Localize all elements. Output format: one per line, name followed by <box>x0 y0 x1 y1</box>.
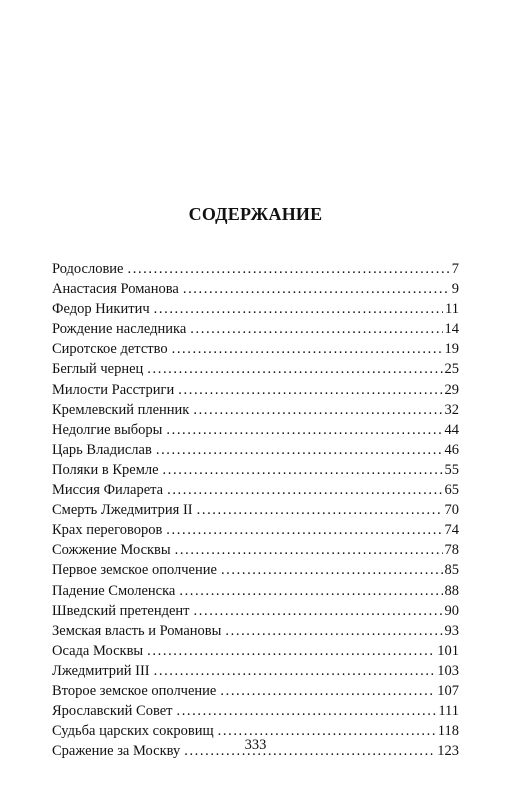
dot-leader <box>194 601 443 621</box>
toc-entry-title: Царь Владислав <box>52 441 152 458</box>
toc-entry-page: 90 <box>444 602 459 619</box>
toc-entry-title: Недолгие выборы <box>52 421 163 438</box>
toc-entry <box>52 420 459 440</box>
table-of-contents <box>52 259 459 761</box>
toc-entry-title: Кремлевский пленник <box>52 401 190 418</box>
dot-leader <box>167 480 442 500</box>
toc-entry-title: Федор Никитич <box>52 301 150 318</box>
toc-entry-page: 70 <box>444 502 459 519</box>
dot-leader <box>179 581 442 601</box>
dot-leader <box>128 259 450 279</box>
toc-entry-page: 44 <box>444 421 459 438</box>
toc-entry <box>52 359 459 379</box>
dot-leader <box>225 621 442 641</box>
toc-entry <box>52 500 459 520</box>
toc-entry-page: 88 <box>444 582 459 599</box>
toc-entry-page: 46 <box>444 441 459 458</box>
toc-entry <box>52 540 459 560</box>
toc-entry-title: Земская власть и Романовы <box>52 622 222 639</box>
toc-entry-page: 14 <box>444 321 459 338</box>
dot-leader <box>220 681 435 701</box>
toc-entry-page: 78 <box>444 542 459 559</box>
toc-entry-page: 11 <box>445 301 459 318</box>
toc-entry-title: Поляки в Кремле <box>52 461 159 478</box>
toc-entry-page: 9 <box>451 281 459 298</box>
dot-leader <box>172 339 443 359</box>
dot-leader <box>166 420 442 440</box>
toc-entry-page: 7 <box>451 261 459 277</box>
dot-leader <box>156 440 443 460</box>
toc-entry-page: 32 <box>444 401 459 418</box>
toc-entry-title: Судьба царских сокровищ <box>52 723 214 740</box>
toc-entry-page: 101 <box>437 642 459 659</box>
toc-entry-title: Анастасия Романова <box>52 281 179 298</box>
toc-entry-title: Миссия Филарета <box>52 482 164 499</box>
dot-leader <box>176 701 436 721</box>
toc-entry-title: Смерть Лжедмитрия II <box>52 502 193 519</box>
toc-entry-page: 103 <box>437 662 459 679</box>
toc-entry-title: Крах переговоров <box>52 522 163 539</box>
dot-leader <box>154 299 443 319</box>
toc-entry <box>52 601 459 621</box>
toc-entry-title: Падение Смоленска <box>52 582 176 599</box>
toc-entry-page: 85 <box>444 562 459 579</box>
toc-entry-title: Ярославский Совет <box>52 703 173 720</box>
toc-entry <box>52 299 459 319</box>
toc-entry <box>52 279 459 299</box>
toc-entry-page: 111 <box>438 703 459 720</box>
toc-entry-title: Родословие <box>52 261 124 277</box>
toc-entry <box>52 460 459 480</box>
toc-entry <box>52 641 459 661</box>
toc-entry <box>52 581 459 601</box>
contents-title: СОДЕРЖАНИЕ <box>188 204 323 224</box>
toc-entry-title: Рождение наследника <box>52 321 187 338</box>
dot-leader <box>197 500 443 520</box>
dot-leader <box>166 520 442 540</box>
toc-entry-title: Сожжение Москвы <box>52 542 171 559</box>
toc-entry <box>52 259 459 279</box>
dot-leader <box>147 641 435 661</box>
toc-entry-page: 74 <box>444 522 459 539</box>
toc-entry-page: 93 <box>444 622 459 639</box>
toc-entry <box>52 701 459 721</box>
toc-entry <box>52 681 459 701</box>
dot-leader <box>175 540 443 560</box>
dot-leader <box>163 460 443 480</box>
dot-leader <box>190 319 442 339</box>
toc-entry-page: 29 <box>444 381 459 398</box>
toc-entry-title: Шведский претендент <box>52 602 190 619</box>
toc-entry <box>52 380 459 400</box>
toc-entry <box>52 621 459 641</box>
dot-leader <box>183 279 450 299</box>
toc-entry <box>52 520 459 540</box>
toc-entry <box>52 319 459 339</box>
toc-entry <box>52 560 459 580</box>
toc-entry-title: Беглый чернец <box>52 361 144 378</box>
toc-entry-page: 55 <box>444 461 459 478</box>
toc-entry-title: Милости Расстриги <box>52 381 175 398</box>
toc-entry-title: Сражение за Москву <box>52 743 181 760</box>
toc-entry-page: 25 <box>444 361 459 378</box>
toc-entry <box>52 440 459 460</box>
toc-entry <box>52 339 459 359</box>
dot-leader <box>221 560 443 580</box>
toc-entry <box>52 661 459 681</box>
toc-entry-page: 19 <box>444 341 459 358</box>
toc-entry-page: 123 <box>437 743 459 760</box>
toc-entry-page: 65 <box>444 482 459 499</box>
page-number: 333 <box>244 737 267 753</box>
toc-entry-title: Второе земское ополчение <box>52 682 217 699</box>
toc-entry-title: Осада Москвы <box>52 642 144 659</box>
toc-entry <box>52 400 459 420</box>
toc-entry-title: Первое земское ополчение <box>52 562 217 579</box>
toc-entry-page: 118 <box>437 723 459 740</box>
dot-leader <box>193 400 442 420</box>
dot-leader <box>154 661 436 681</box>
toc-entry-title: Лжедмитрий III <box>52 662 150 679</box>
toc-entry-title: Сиротское детство <box>52 341 168 358</box>
dot-leader <box>178 380 442 400</box>
toc-entry-page: 107 <box>437 682 459 699</box>
dot-leader <box>147 359 442 379</box>
toc-entry <box>52 480 459 500</box>
